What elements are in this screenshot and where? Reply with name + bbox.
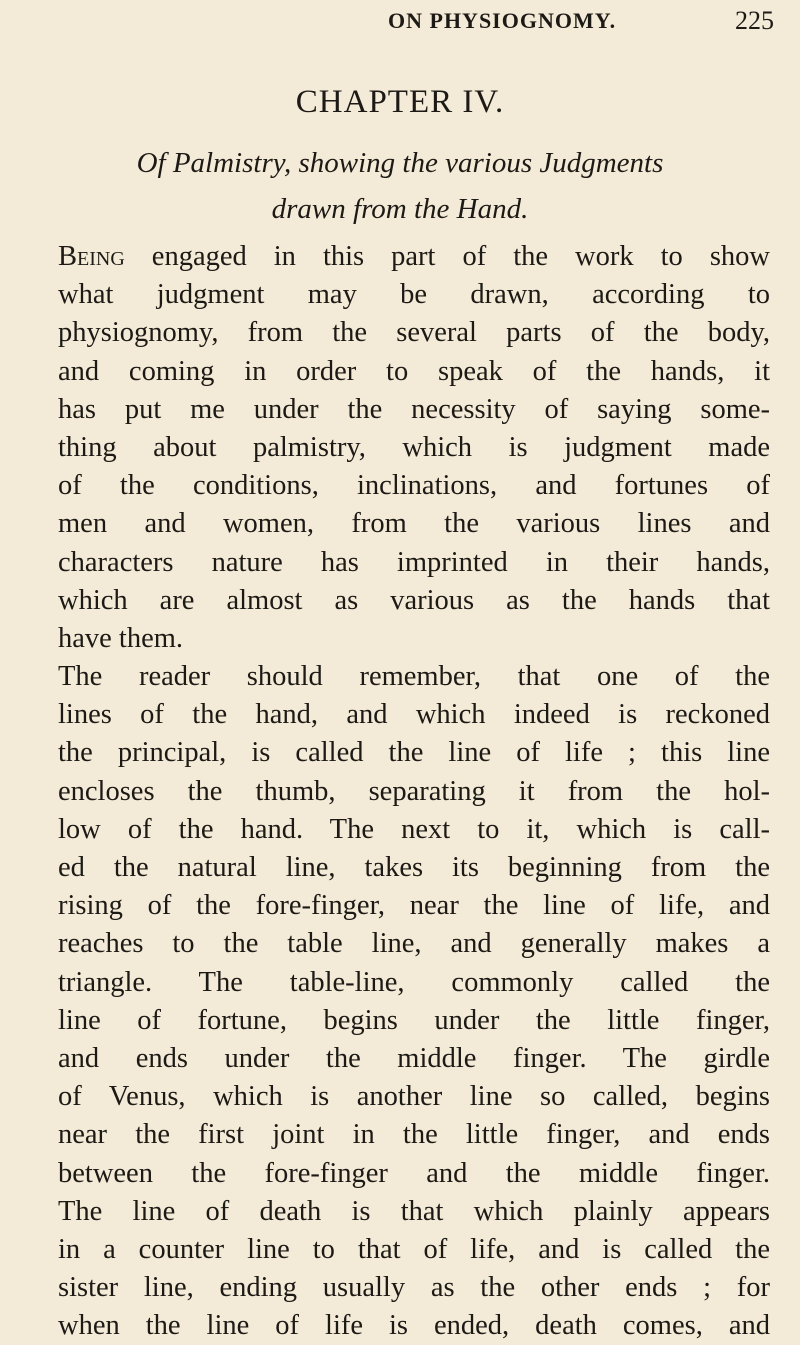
drop-word: Being	[58, 241, 125, 272]
text-line: low of the hand. The next to it, which is call-	[58, 813, 770, 845]
text-line: have them.	[58, 622, 184, 654]
text-line: encloses the thumb, separating it from the hol-	[58, 775, 770, 807]
text-line: Being engaged in this part of the work to show	[58, 241, 770, 272]
text-line: ed the natural line, takes its beginning from the	[58, 852, 770, 883]
text-line: rising of the fore-finger, near the line of life, and	[58, 890, 770, 922]
text-line: near the first joint in the little finger, and ends	[58, 1119, 770, 1151]
text-line: and coming in order to speak of the hands, it	[58, 355, 770, 387]
text-line: which are almost as various as the hands that	[58, 584, 770, 616]
text-line: reaches to the table line, and generally makes a	[58, 928, 770, 960]
running-head: ON PHYSIOGNOMY.	[388, 8, 617, 33]
text-line: triangle. The table-line, commonly called the	[58, 966, 770, 998]
text-line: line of fortune, begins under the little finger,	[58, 1004, 770, 1036]
text-line: characters nature has imprinted in their hands,	[58, 546, 770, 578]
body-text	[58, 238, 770, 1345]
chapter-subtitle	[0, 140, 800, 232]
chapter-heading: CHAPTER IV.	[295, 84, 505, 120]
text-line: of the conditions, inclinations, and fortunes of	[58, 470, 770, 502]
text-line: in a counter line to that of life, and is called the	[58, 1233, 770, 1265]
text-line: The reader should remember, that one of the	[58, 661, 770, 693]
text-line: physiognomy, from the several parts of the body,	[58, 317, 770, 349]
subtitle-line-1: Of Palmistry, showing the various Judgments	[136, 147, 664, 179]
text-line: what judgment may be drawn, according to	[58, 279, 770, 311]
subtitle-line-2: drawn from the Hand.	[271, 193, 529, 225]
text-line: of Venus, which is another line so called, begins	[58, 1081, 770, 1113]
text-line: lines of the hand, and which indeed is reckoned	[58, 699, 770, 731]
page-number: 225	[735, 6, 774, 35]
text-line: the principal, is called the line of life ; this line	[58, 737, 770, 769]
text-line: sister line, ending usually as the other ends ; for	[58, 1272, 770, 1304]
text-line: The line of death is that which plainly appears	[58, 1195, 770, 1227]
text-line: and ends under the middle finger. The girdle	[58, 1042, 770, 1074]
text-line: thing about palmistry, which is judgment made	[58, 431, 770, 463]
text-line: when the line of life is ended, death comes, and	[58, 1310, 770, 1342]
text-line: has put me under the necessity of saying some-	[58, 393, 770, 425]
text-line: men and women, from the various lines and	[58, 508, 770, 540]
text-line: between the fore-finger and the middle finger.	[58, 1157, 770, 1189]
